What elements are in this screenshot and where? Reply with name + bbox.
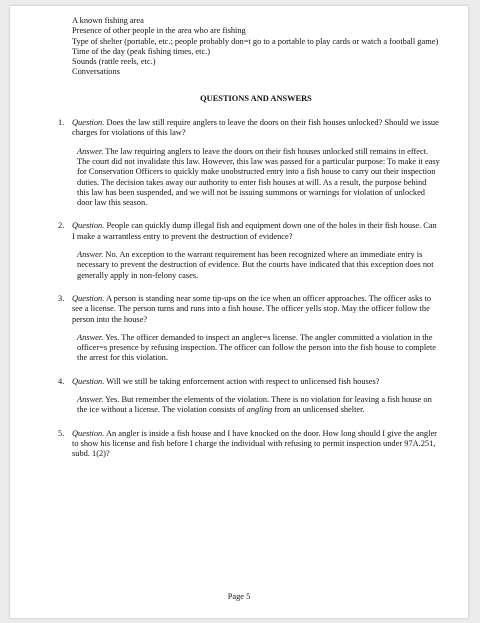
qa-number: 2. xyxy=(58,221,65,231)
list-item: Conversations xyxy=(72,67,120,77)
answer xyxy=(72,395,440,416)
qa-number: 3. xyxy=(58,293,65,303)
question xyxy=(72,429,440,460)
question-text: Does the law still require anglers to leave the doors on their fish houses unlocked? Should we issue charges for violations of this law? xyxy=(72,118,439,138)
qa-number: 4. xyxy=(58,376,65,386)
answer-text: from an unlicensed shelter. xyxy=(272,405,365,415)
question-label: Question. xyxy=(72,293,105,303)
qa-item xyxy=(58,376,440,416)
list-item: Sounds (rattle reels, etc.) xyxy=(72,57,156,67)
answer-text: Yes. The officer demanded to inspect an angler=s license. The angler committed a violation in the officer=s presence by refusing inspection. The officer can follow the person into the fish house to complete the arrest for this violation. xyxy=(77,332,436,363)
question xyxy=(72,377,440,387)
page-content xyxy=(58,16,440,473)
question-label: Question. xyxy=(72,376,105,386)
answer xyxy=(72,333,440,364)
qa-item xyxy=(58,293,440,364)
answer-text: No. An exception to the warrant requirement has been recognized where an immediate entry is necessary to prevent the destruction of evidence. But the courts have indicated that this exception does not generally apply in non-felony cases. xyxy=(77,250,434,280)
section-heading: QUESTIONS AND ANSWERS xyxy=(200,93,312,103)
qa-number: 1. xyxy=(58,118,65,128)
question-text: People can quickly dump illegal fish and equipment down one of the holes in their fish house. Can I make a warrantless entry to prevent the destruction of evidence? xyxy=(72,221,437,241)
answer-label: Answer. xyxy=(77,250,104,260)
list-item: Type of shelter (portable, etc.; people probably don=t go to a portable to play cards or watch a football game) xyxy=(72,36,439,46)
answer xyxy=(72,250,440,281)
question-text: An angler is inside a fish house and I have knocked on the door. How long should I give the angler to show his license and fish before I charge the individual with refusing to permit inspection under 97A.251, subd. 1(2)? xyxy=(72,428,437,459)
question-label: Question. xyxy=(72,428,105,438)
question xyxy=(72,118,440,139)
answer-label: Answer. xyxy=(77,332,104,342)
question-text: Will we still be taking enforcement action with respect to unlicensed fish houses? xyxy=(104,376,380,386)
question-label: Question. xyxy=(72,118,105,128)
answer-emphasis: angling xyxy=(246,405,273,415)
list-item: Time of the day (peak fishing times, etc.) xyxy=(72,46,211,56)
answer-text: Yes. But remember the elements of the violation. There is no violation for leaving a fish house on the ice without a license. The violation consists of xyxy=(77,395,432,415)
answer-text: The law requiring anglers to leave the doors on their fish houses unlocked still remains in effect. The court did not invalidate this law. However, this law was passed for a particular purpose: To make it easy for Conservation Officers to quickly make unobstructed entry into a fish house to carry out their inspection duties. The decision takes away our authority to enter fish houses at will. As a result, the purpose behind this law has been suspended, and we will not be issuing summons or warnings for violation of unlocked door law this season. xyxy=(77,146,440,208)
question-label: Question. xyxy=(72,221,105,231)
question-text: A person is standing near some tip-ups on the ice when an officer approaches. The officer asks to see a license. The person turns and runs into a fish house. The officer yells stop. May the officer follow the person into the house? xyxy=(72,293,432,324)
indicator-list xyxy=(72,16,440,78)
answer xyxy=(72,147,440,209)
answer-label: Answer. xyxy=(77,146,104,156)
qa-item xyxy=(58,221,440,280)
page-number: Page 5 xyxy=(227,592,251,601)
qa-number: 5. xyxy=(58,428,65,438)
qa-item xyxy=(58,118,440,208)
question xyxy=(72,221,440,242)
list-item: A known fishing area xyxy=(72,16,144,25)
question xyxy=(72,294,440,325)
list-item: Presence of other people in the area who are fishing xyxy=(72,26,246,36)
document-page xyxy=(10,6,468,618)
answer-label: Answer. xyxy=(77,395,104,405)
qa-item xyxy=(58,428,440,460)
